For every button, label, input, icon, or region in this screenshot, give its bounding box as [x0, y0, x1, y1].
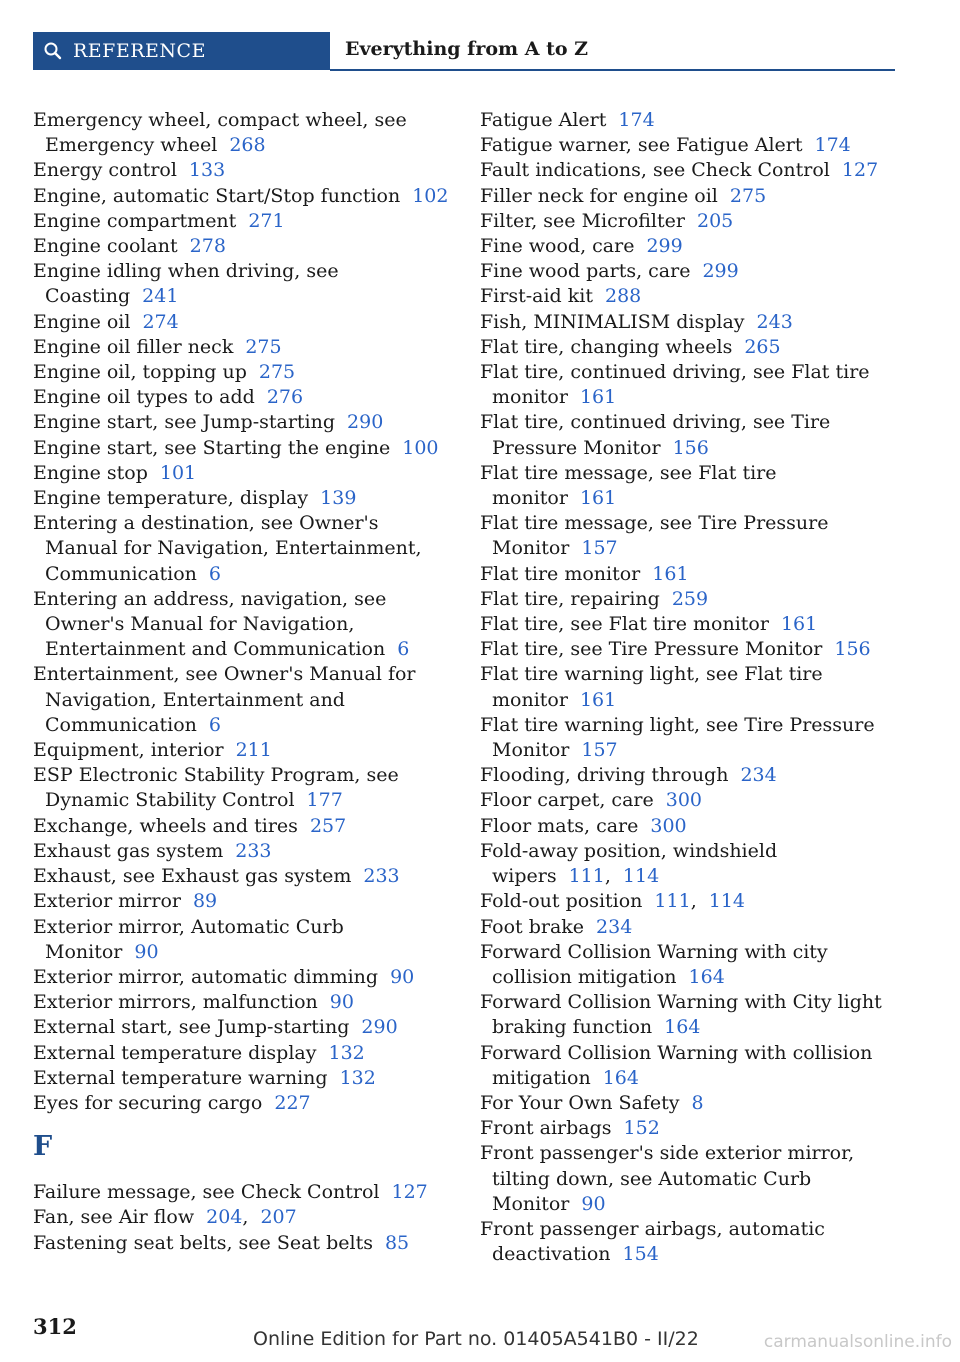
index-entry: [480, 915, 900, 940]
page-link[interactable]: 132: [328, 1041, 365, 1064]
page-link[interactable]: 157: [581, 739, 618, 762]
section-letter-heading: F: [33, 1131, 53, 1163]
page-link[interactable]: 271: [248, 209, 285, 232]
page-link[interactable]: 275: [258, 361, 296, 384]
index-entry-term: Engine oil, topping up: [33, 361, 247, 384]
page-link[interactable]: 8: [691, 1091, 704, 1114]
page-link[interactable]: 234: [596, 915, 633, 938]
index-entry: [480, 133, 900, 158]
page-link[interactable]: 275: [729, 184, 767, 207]
index-entry: [480, 763, 900, 788]
index-entry: [33, 965, 453, 990]
index-entry-term: Engine oil filler neck: [33, 335, 234, 358]
page-link[interactable]: 227: [274, 1091, 311, 1114]
page-link[interactable]: 265: [744, 335, 781, 358]
page-separator: ,: [604, 865, 611, 888]
index-entry-term: Exchange, wheels and tires: [33, 814, 298, 837]
index-entry: [480, 1091, 900, 1116]
page-link[interactable]: 257: [309, 814, 347, 837]
page-link[interactable]: 89: [192, 890, 218, 913]
page-link[interactable]: 85: [384, 1231, 410, 1254]
index-entry-term: Exhaust, see Exhaust gas system: [33, 865, 352, 888]
page-link[interactable]: 161: [780, 613, 818, 636]
index-entry: [33, 662, 453, 738]
page-link[interactable]: 290: [361, 1016, 398, 1039]
index-entry: [33, 1205, 453, 1230]
index-entry-term: Fish, MINIMALISM display: [480, 310, 745, 333]
index-entry-term: Flat tire warning light, see Tire Pressure Monitor: [480, 713, 875, 762]
index-entry-term: External temperature warning: [33, 1066, 328, 1089]
page-link[interactable]: 133: [188, 159, 226, 182]
page-link[interactable]: 259: [671, 587, 709, 610]
index-entry-term: Engine oil types to add: [33, 386, 255, 409]
page-link[interactable]: 299: [646, 235, 683, 258]
page-header: [33, 32, 895, 72]
index-entry-term: Exterior mirror, Automatic Curb Monitor: [33, 915, 344, 963]
index-entry-term: Flat tire, repairing: [480, 587, 660, 610]
index-entry-term: Flat tire message, see Tire Pressure Monitor: [480, 512, 829, 560]
index-entry: [480, 461, 900, 511]
page-link[interactable]: 156: [672, 436, 709, 459]
page-link[interactable]: 300: [665, 789, 702, 812]
index-entry: [480, 662, 900, 712]
page-link[interactable]: 6: [397, 638, 410, 661]
index-entry: [33, 738, 453, 763]
page-link[interactable]: 132: [339, 1066, 376, 1089]
page-link[interactable]: 102: [412, 184, 449, 207]
page-link[interactable]: 233: [363, 865, 400, 888]
index-entry-term: Emergency wheel, compact wheel, see Emergency wheel: [33, 109, 407, 157]
page-link[interactable]: 205: [696, 209, 734, 232]
page-link[interactable]: 152: [623, 1117, 660, 1140]
index-entry-term: ESP Electronic Stability Program, see Dynamic Stability Control: [33, 764, 399, 812]
page-link[interactable]: 243: [756, 310, 793, 333]
page-link[interactable]: 288: [604, 285, 642, 308]
index-entry: [33, 511, 453, 587]
index-entry: [33, 1015, 453, 1040]
page-link[interactable]: 139: [320, 487, 357, 510]
index-entry: [33, 108, 453, 158]
page-link[interactable]: 161: [579, 386, 617, 409]
index-entry: [33, 385, 453, 410]
page-link[interactable]: 101: [159, 461, 197, 484]
page-link[interactable]: 234: [740, 764, 777, 787]
page-link[interactable]: 164: [602, 1066, 639, 1089]
index-entry-term: Fatigue warner, see Fatigue Alert: [480, 134, 803, 157]
index-entry: [33, 587, 453, 663]
index-entry: [480, 612, 900, 637]
page-link[interactable]: 290: [347, 411, 384, 434]
page-link[interactable]: 157: [581, 537, 618, 560]
index-entry: [33, 486, 453, 511]
index-entry: [33, 158, 453, 183]
index-entry: [33, 1041, 453, 1066]
index-entry: [480, 562, 900, 587]
index-entry: [480, 158, 900, 183]
page-link[interactable]: 154: [622, 1243, 659, 1266]
index-entry: [480, 814, 900, 839]
index-entry-term: For Your Own Safety: [480, 1091, 680, 1114]
index-entry-term: External start, see Jump-starting: [33, 1016, 350, 1039]
index-entry: [480, 587, 900, 612]
index-entry: [33, 990, 453, 1015]
index-entry: [480, 713, 900, 763]
page-link[interactable]: 241: [142, 285, 179, 308]
page-link[interactable]: 274: [142, 310, 179, 333]
index-entry: [480, 108, 900, 133]
index-entry: [480, 990, 900, 1040]
index-entry: [480, 410, 900, 460]
index-entry-term: Filler neck for engine oil: [480, 184, 718, 207]
index-entry-term: Exhaust gas system: [33, 839, 224, 862]
index-entry: [480, 1217, 900, 1267]
index-entry: [480, 511, 900, 561]
index-entry: [480, 889, 900, 914]
page-number: 312: [33, 1314, 77, 1339]
index-entry: [33, 310, 453, 335]
page-link[interactable]: 275: [245, 335, 282, 358]
index-list-e: [33, 108, 453, 1116]
index-entry: [33, 335, 453, 360]
index-entry-term: Engine, automatic Start/Stop function: [33, 184, 401, 207]
index-entry: [33, 360, 453, 385]
index-entry: [33, 839, 453, 864]
index-entry-term: Exterior mirror, automatic dimming: [33, 965, 379, 988]
index-entry-term: Engine start, see Jump-starting: [33, 411, 336, 434]
page-link[interactable]: 164: [688, 965, 725, 988]
page-link[interactable]: 174: [618, 109, 655, 131]
index-entry-term: Energy control: [33, 159, 177, 182]
index-column-right: [480, 108, 900, 1267]
index-entry-term: Flooding, driving through: [480, 764, 729, 787]
page-link[interactable]: 114: [708, 890, 745, 913]
index-entry: [480, 1041, 900, 1091]
index-entry-term: Equipment, interior: [33, 739, 224, 762]
index-entry: [33, 889, 453, 914]
page-separator: ,: [690, 890, 697, 913]
page-link[interactable]: 207: [260, 1206, 297, 1229]
index-entry-term: Engine compartment: [33, 209, 237, 232]
index-entry: [480, 259, 900, 284]
page-link[interactable]: 164: [664, 1016, 701, 1039]
watermark: carmanualsonline.info: [763, 1332, 952, 1352]
index-entry: [33, 814, 453, 839]
index-entry-term: Forward Collision Warning with City light braking function: [480, 991, 882, 1039]
index-entry-term: Forward Collision Warning with collision mitigation: [480, 1041, 873, 1089]
index-entry-term: Filter, see Microfilter: [480, 209, 685, 232]
index-entry-term: Fine wood, care: [480, 235, 635, 258]
index-entry: [480, 284, 900, 309]
index-entry: [33, 209, 453, 234]
index-entry-term: Engine coolant: [33, 235, 178, 258]
index-entry: [480, 184, 900, 209]
index-column-left: [33, 108, 453, 1256]
index-list-f: [33, 1180, 453, 1256]
index-entry: [480, 234, 900, 259]
page-link[interactable]: 211: [235, 739, 272, 762]
page-link[interactable]: 127: [841, 159, 879, 182]
index-entry-term: Fatigue Alert: [480, 109, 607, 131]
index-entry-term: Engine stop: [33, 461, 148, 484]
index-entry: [480, 839, 900, 889]
index-entry: [33, 1180, 453, 1205]
index-entry-term: Eyes for securing cargo: [33, 1091, 263, 1114]
index-entry-term: Fold-away position, windshield wipers: [480, 839, 778, 888]
index-entry-term: Flat tire, changing wheels: [480, 335, 733, 358]
index-entry-term: Flat tire warning light, see Flat tire monitor: [480, 663, 823, 711]
index-entry: [480, 310, 900, 335]
index-entry: [33, 915, 453, 965]
index-entry-term: Flat tire message, see Flat tire monitor: [480, 461, 777, 510]
index-entry-term: Flat tire, see Flat tire monitor: [480, 613, 769, 636]
index-entry-term: Front airbags: [480, 1117, 612, 1140]
page-link[interactable]: 156: [834, 638, 871, 661]
index-entry-term: Forward Collision Warning with city collision mitigation: [480, 940, 828, 988]
page-link[interactable]: 300: [650, 814, 687, 837]
index-entry: [33, 234, 453, 259]
index-entry-term: Foot brake: [480, 915, 585, 938]
index-entry-term: Flat tire, continued driving, see Tire Pressure Monitor: [480, 411, 831, 459]
edition-footer: Online Edition for Part no. 01405A541B0 - II/22: [253, 1328, 699, 1350]
page-link[interactable]: 90: [390, 965, 415, 988]
index-entry-term: Fine wood parts, care: [480, 260, 691, 283]
index-entry: [33, 864, 453, 889]
index-entry: [480, 209, 900, 234]
index-entry: [33, 461, 453, 486]
index-entry-term: Entering a destination, see Owner's Manual for Navigation, Entertainment, Communication: [33, 512, 422, 585]
header-divider: [330, 69, 895, 71]
index-entry-term: Exterior mirror: [33, 890, 181, 913]
page-link[interactable]: 90: [329, 991, 354, 1014]
index-entry: [33, 1091, 453, 1116]
index-entry: [33, 1231, 453, 1256]
index-entry: [33, 410, 453, 435]
index-entry-term: External temperature display: [33, 1041, 317, 1064]
page-link[interactable]: 233: [235, 839, 272, 862]
index-entry-term: Flat tire, continued driving, see Flat tire monitor: [480, 361, 870, 409]
index-entry-term: Fastening seat belts, see Seat belts: [33, 1231, 373, 1254]
index-entry-term: Flat tire monitor: [480, 562, 641, 585]
page-link[interactable]: 177: [306, 789, 343, 812]
index-entry: [480, 1116, 900, 1141]
index-entry-term: Flat tire, see Tire Pressure Monitor: [480, 638, 823, 661]
index-entry: [33, 1066, 453, 1091]
page-link[interactable]: 114: [622, 865, 660, 888]
index-entry-term: Engine oil: [33, 310, 131, 333]
index-entry-term: Floor mats, care: [480, 814, 639, 837]
index-entry-term: Front passenger airbags, automatic deactivation: [480, 1217, 825, 1266]
index-entry: [480, 1141, 900, 1217]
page-link[interactable]: 299: [702, 260, 739, 283]
index-entry-term: Front passenger's side exterior mirror, tilting down, see Automatic Curb Monitor: [480, 1142, 855, 1215]
index-entry-term: Engine temperature, display: [33, 487, 309, 510]
page-link[interactable]: 161: [579, 688, 617, 711]
index-entry: [33, 763, 453, 813]
index-entry-term: First-aid kit: [480, 285, 593, 308]
page-link[interactable]: 111: [568, 865, 605, 888]
page-link[interactable]: 100: [402, 436, 439, 459]
page-link[interactable]: 90: [581, 1192, 606, 1215]
section-tab: [33, 32, 330, 70]
index-entry-term: Fold-out position: [480, 890, 643, 913]
index-list-f-continued: [480, 108, 900, 1267]
page-link[interactable]: 127: [391, 1181, 428, 1204]
index-entry-term: Engine start, see Starting the engine: [33, 436, 391, 459]
page-link[interactable]: 276: [266, 386, 304, 409]
index-entry: [480, 360, 900, 410]
index-entry: [480, 788, 900, 813]
page-link[interactable]: 6: [208, 713, 222, 736]
page-separator: ,: [242, 1206, 249, 1229]
page-link[interactable]: 204: [206, 1206, 243, 1229]
section-label: REFERENCE: [73, 40, 206, 62]
index-entry-term: Engine idling when driving, see Coasting: [33, 260, 339, 308]
index-entry: [480, 335, 900, 360]
page-link[interactable]: 111: [654, 890, 691, 913]
page-link[interactable]: 161: [652, 562, 689, 585]
index-entry-term: Entering an address, navigation, see Owner's Manual for Navigation, Entertainment and Communication: [33, 587, 387, 661]
page-link[interactable]: 161: [579, 487, 617, 510]
index-entry-term: Exterior mirrors, malfunction: [33, 991, 318, 1014]
chapter-title: Everything from A to Z: [345, 38, 589, 60]
page-link[interactable]: 90: [134, 940, 159, 963]
page-link[interactable]: 268: [229, 134, 266, 157]
index-entry-term: Floor carpet, care: [480, 789, 654, 812]
index-entry: [480, 940, 900, 990]
page-link[interactable]: 278: [189, 235, 226, 258]
page-link[interactable]: 174: [814, 134, 851, 157]
index-entry: [33, 184, 453, 209]
index-entry: [33, 436, 453, 461]
page-link[interactable]: 6: [208, 562, 222, 585]
index-entry: [480, 637, 900, 662]
index-entry: [33, 259, 453, 309]
index-entry-term: Fan, see Air flow: [33, 1206, 195, 1229]
index-entry-term: Fault indications, see Check Control: [480, 159, 830, 182]
index-entry-term: Entertainment, see Owner's Manual for Navigation, Entertainment and Communication: [33, 663, 416, 736]
index-entry-term: Failure message, see Check Control: [33, 1181, 380, 1204]
magnifier-icon: [33, 32, 73, 70]
